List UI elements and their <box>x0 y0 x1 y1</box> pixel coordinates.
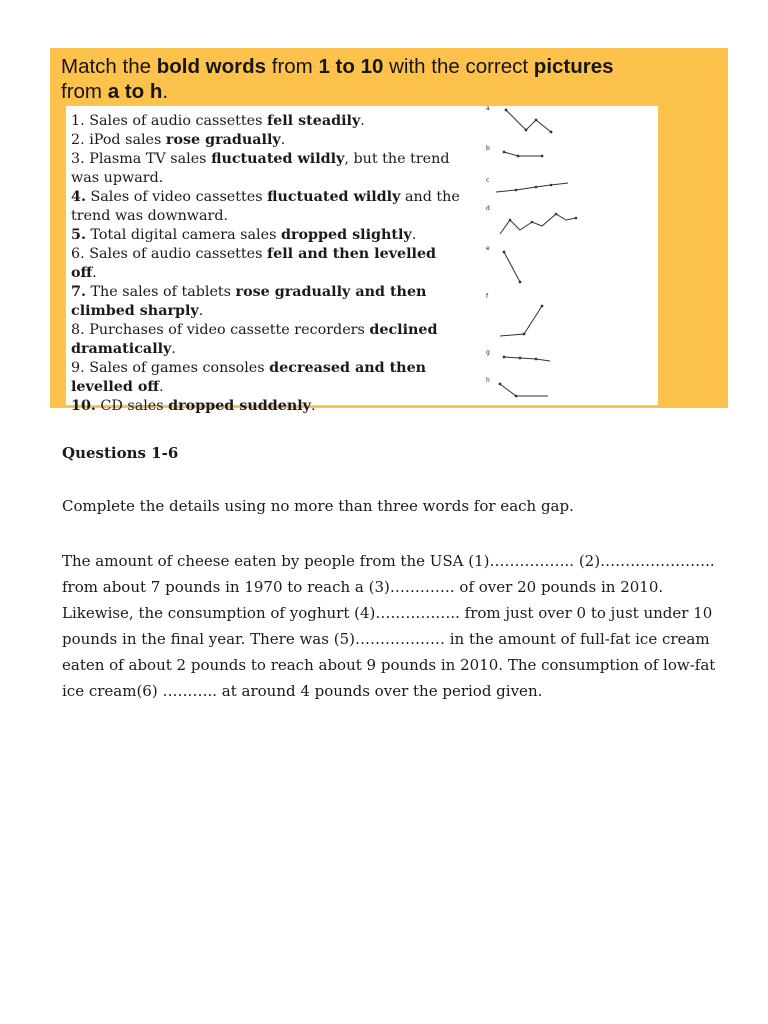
picture-list <box>486 106 656 405</box>
sentence-item <box>71 283 466 321</box>
sentence-number: 2. <box>71 132 85 148</box>
sentence-number: 3. <box>71 151 85 167</box>
picture-letter: d <box>486 205 490 212</box>
sentence-item <box>71 321 466 359</box>
sentence-number: 10. <box>71 398 96 414</box>
title-text: with the correct <box>383 55 534 78</box>
fluctuating-rise-line-icon <box>486 206 596 238</box>
sentence-bold-phrase: dropped slightly <box>280 227 412 243</box>
picture-letter: b <box>486 145 490 152</box>
sentence-bold-phrase: decreased and then levelled off <box>71 360 427 395</box>
sentence-item <box>71 226 466 245</box>
sentence-text: Total digital camera sales <box>85 227 281 243</box>
sentence-text: , but the trend was upward. <box>71 151 450 186</box>
sentence-bold-phrase: fell and then levelled off <box>71 246 437 281</box>
title-text: Match the <box>61 55 157 78</box>
gentle-fall-line-icon <box>486 350 596 370</box>
slight-drop-line-icon <box>486 146 596 166</box>
sentence-bold-phrase: rose gradually <box>165 132 281 148</box>
sentence-text: . <box>280 132 286 148</box>
sentence-number: 6. <box>71 246 85 262</box>
title-bold-text: 1 to 10 <box>318 55 384 78</box>
gradual-rise-line-icon <box>486 178 596 198</box>
sentence-bold-phrase: dropped suddenly <box>168 398 311 414</box>
sentence-bold-phrase: fell steadily <box>266 113 361 129</box>
sentence-item <box>71 359 466 397</box>
sentence-item <box>71 131 466 150</box>
picture-letter: e <box>486 245 490 252</box>
sentence-text: iPod sales <box>84 132 166 148</box>
title-bold-text: pictures <box>533 55 614 78</box>
title-bold-text: bold words <box>156 55 267 78</box>
sentence-text: . <box>310 398 316 414</box>
picture-letter: c <box>486 177 490 184</box>
sentence-bold-phrase: fluctuated wildly <box>267 189 401 205</box>
picture-letter: a <box>486 105 490 112</box>
sentence-number: 9. <box>71 360 85 376</box>
exercise-title <box>61 54 721 104</box>
sentence-text: Sales of audio cassettes <box>84 113 267 129</box>
sentence-text: Sales of audio cassettes <box>84 246 267 262</box>
sentence-text: . <box>360 113 365 129</box>
sentence-number: 1. <box>71 113 85 129</box>
sentence-item <box>71 188 466 226</box>
level-then-sharp-rise-line-icon <box>486 294 596 340</box>
sentence-text: CD sales <box>95 398 169 414</box>
sentence-text: Plasma TV sales <box>84 151 212 167</box>
sentence-bold-phrase: fluctuated wildly <box>211 151 345 167</box>
title-text: from <box>61 80 108 103</box>
sentence-text: . <box>159 379 164 395</box>
sentence-number: 5. <box>71 227 86 243</box>
sentence-text: and the trend was downward. <box>71 189 460 224</box>
sentence-list <box>71 112 466 416</box>
zigzag-down-line-icon <box>486 106 596 140</box>
sentence-item <box>71 245 466 283</box>
sentence-text: . <box>198 303 204 319</box>
exercise-panel <box>50 48 728 414</box>
title-bold-text: a to h <box>107 80 163 103</box>
sentence-text: Sales of video cassettes <box>85 189 268 205</box>
picture-letter: h <box>486 377 490 384</box>
sentence-text: . <box>92 265 97 281</box>
sentence-text: . <box>411 227 417 243</box>
steep-fall-line-icon <box>486 246 596 288</box>
sentence-number: 7. <box>71 284 86 300</box>
sentence-number: 8. <box>71 322 85 338</box>
sentence-item <box>71 150 466 188</box>
sentence-text: The sales of tablets <box>85 284 236 300</box>
picture-letter: g <box>486 349 490 356</box>
sentence-bold-phrase: declined dramatically <box>71 322 438 357</box>
sentence-bold-phrase: rose gradually and then climbed sharply <box>71 284 427 319</box>
title-text: from <box>266 55 319 78</box>
picture-letter: f <box>486 293 489 300</box>
sentence-item <box>71 397 466 416</box>
gap-fill-passage: The amount of cheese eaten by people from the USA (1)…………….. (2)………………….. from about 7 pounds in 1970 to reach a (3)…………. of over 20 pounds in 2010. Likewise, the consumption of yoghurt (4)…………….. from just over 0 to just under 10 pounds in the final year. There was (5)……………… in the amount of full-fat ice cream eaten of about 2 pounds to reach about 9 pounds in 2010. The consumption of low-fat ice cream(6) ……….. at around 4 pounds over the period given. <box>62 552 716 700</box>
sentence-text: Purchases of video cassette recorders <box>84 322 370 338</box>
sentence-text: Sales of games consoles <box>84 360 270 376</box>
sentence-text: . <box>171 341 176 357</box>
sentence-number: 4. <box>71 189 86 205</box>
exercise-content <box>66 105 658 414</box>
title-text: . <box>162 80 169 103</box>
section-heading: Questions 1-6 <box>62 444 179 462</box>
fall-then-level-line-icon <box>486 378 596 404</box>
sentence-item <box>71 112 466 131</box>
instruction-text: Complete the details using no more than three words for each gap. <box>62 497 574 515</box>
